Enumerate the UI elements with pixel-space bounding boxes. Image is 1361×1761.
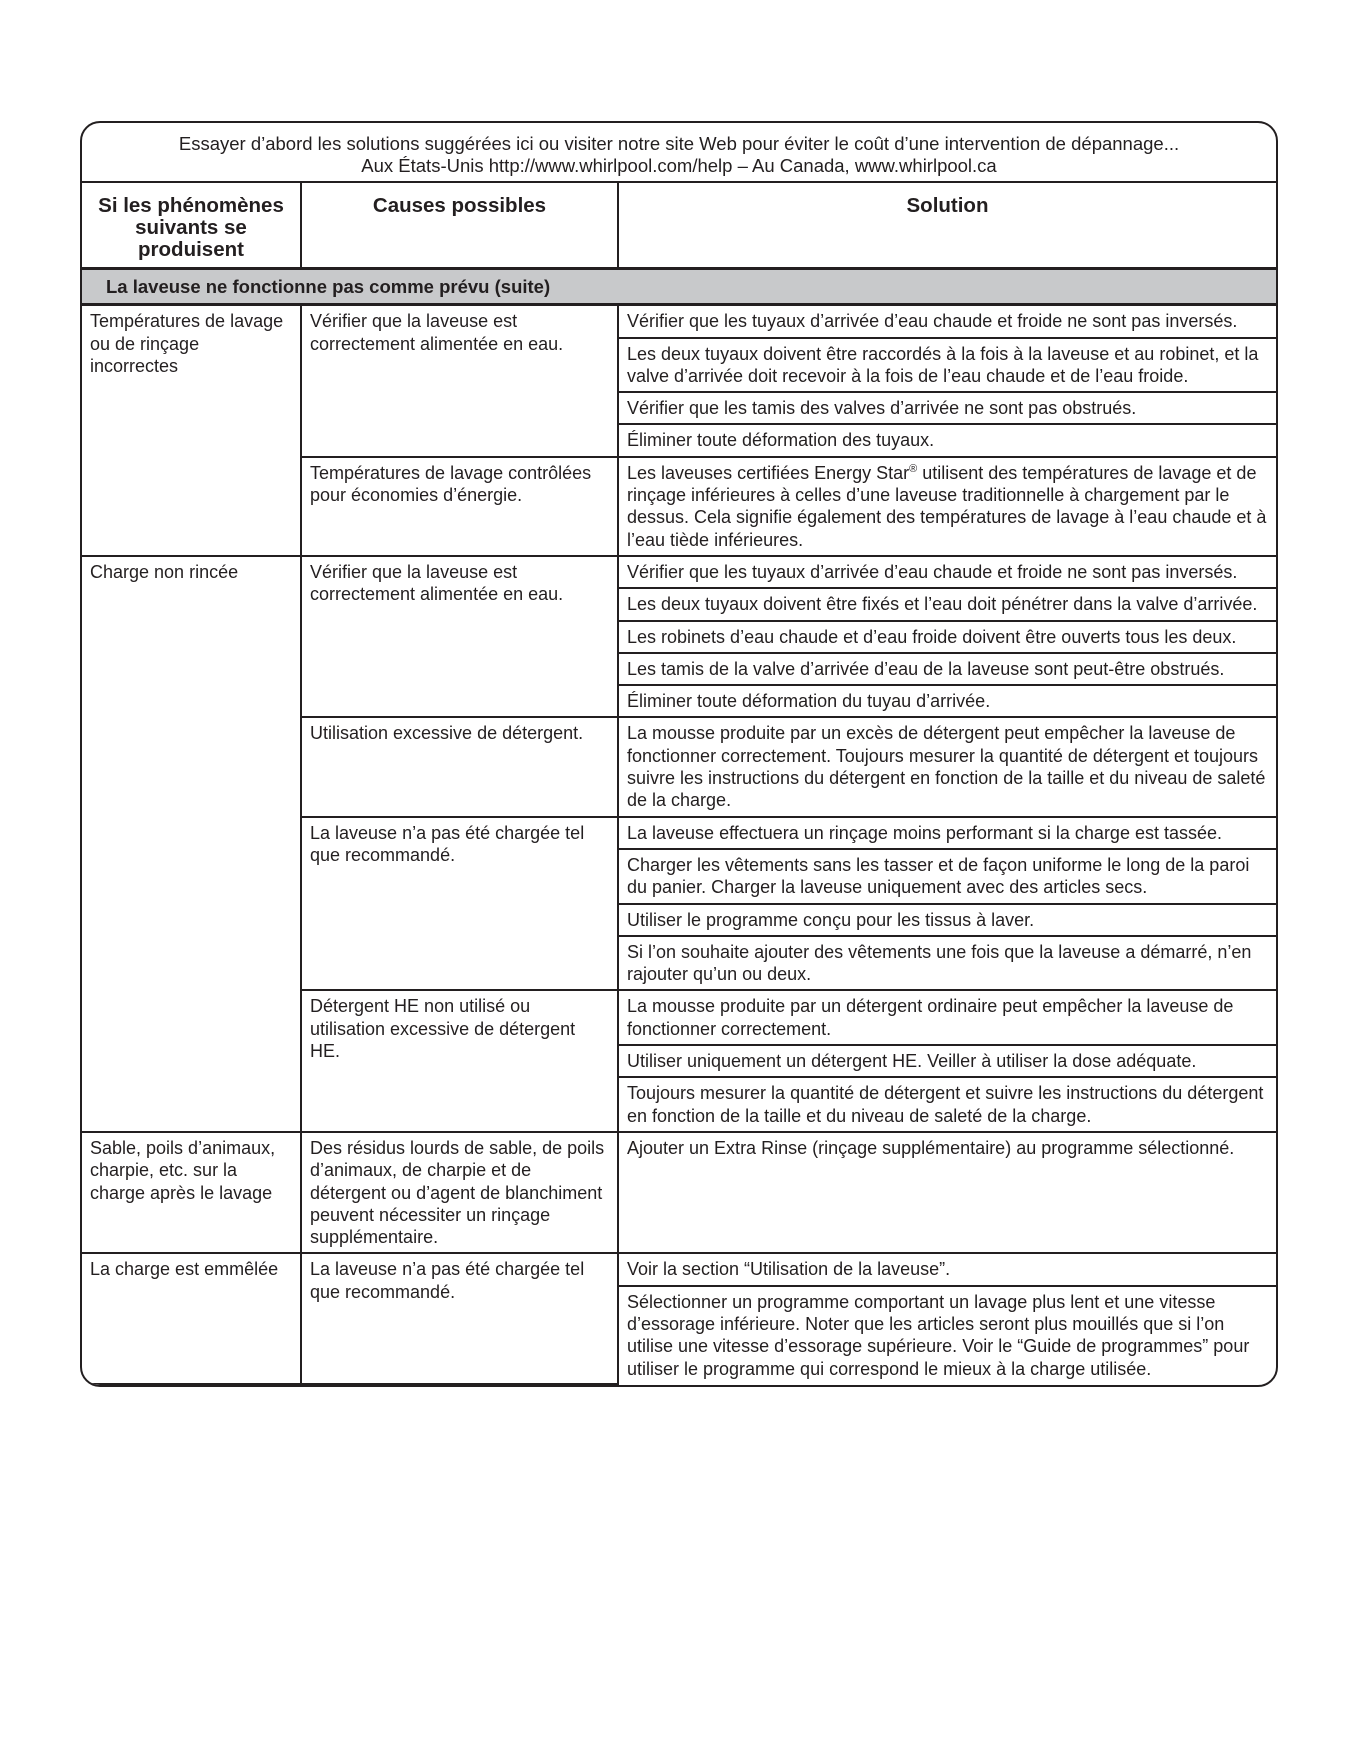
troubleshooting-document bbox=[80, 121, 1278, 1387]
header-symptom: Si les phénomènes suivants se produisent bbox=[82, 182, 301, 269]
cause-cell: Détergent HE non utilisé ou utilisation excessive de détergent HE. bbox=[301, 990, 618, 1131]
solution-cell: Vérifier que les tuyaux d’arrivée d’eau chaude et froide ne sont pas inversés. bbox=[618, 305, 1276, 338]
symptom-cell: Températures de lavage ou de rinçage incorrectes bbox=[82, 305, 301, 556]
cause-cell: Utilisation excessive de détergent. bbox=[301, 717, 618, 816]
solution-cell: La mousse produite par un détergent ordinaire peut empêcher la laveuse de fonctionner correctement. bbox=[618, 990, 1276, 1045]
cause-cell: Vérifier que la laveuse est correctement alimentée en eau. bbox=[301, 305, 618, 457]
cause-cell: Vérifier que la laveuse est correctement alimentée en eau. bbox=[301, 556, 618, 717]
table-row bbox=[82, 556, 1276, 588]
intro-line-1: Essayer d’abord les solutions suggérées ici ou visiter notre site Web pour éviter le coût d’une intervention de dépannage... bbox=[178, 133, 1180, 154]
solution-cell: Les tamis de la valve d’arrivée d’eau de la laveuse sont peut-être obstrués. bbox=[618, 653, 1276, 685]
solution-cell: Sélectionner un programme comportant un lavage plus lent et une vitesse d’essorage inférieure. Noter que les articles seront plus mouillés que si l’on utilise une vitesse d’essorage supérieure. Voir le “Guide de programmes” pour utiliser le programme qui correspond le mieux à la charge utilisée. bbox=[618, 1286, 1276, 1384]
solution-cell: La laveuse effectuera un rinçage moins performant si la charge est tassée. bbox=[618, 817, 1276, 849]
header-solution: Solution bbox=[618, 182, 1276, 269]
table-body bbox=[82, 269, 1276, 1384]
symptom-cell: La charge est emmêlée bbox=[82, 1253, 301, 1383]
table-row bbox=[82, 1253, 1276, 1285]
solution-cell: Éliminer toute déformation du tuyau d’arrivée. bbox=[618, 685, 1276, 717]
solution-cell: Les deux tuyaux doivent être raccordés à la fois à la laveuse et au robinet, et la valve d’arrivée doit recevoir à la fois de l’eau chaude et de l’eau froide. bbox=[618, 338, 1276, 393]
symptom-cell: Sable, poils d’animaux, charpie, etc. sur la charge après le lavage bbox=[82, 1132, 301, 1253]
troubleshooting-table bbox=[82, 181, 1276, 1385]
cause-cell: La laveuse n’a pas été chargée tel que recommandé. bbox=[301, 1253, 618, 1383]
cause-cell: La laveuse n’a pas été chargée tel que recommandé. bbox=[301, 817, 618, 991]
cause-cell: Températures de lavage contrôlées pour économies d’énergie. bbox=[301, 457, 618, 556]
solution-cell: Vérifier que les tuyaux d’arrivée d’eau chaude et froide ne sont pas inversés. bbox=[618, 556, 1276, 588]
solution-cell: Éliminer toute déformation des tuyaux. bbox=[618, 424, 1276, 456]
solution-cell: Si l’on souhaite ajouter des vêtements une fois que la laveuse a démarré, n’en rajouter qu’un ou deux. bbox=[618, 936, 1276, 991]
solution-cell: Voir la section “Utilisation de la laveuse”. bbox=[618, 1253, 1276, 1285]
section-title: La laveuse ne fonctionne pas comme prévu (suite) bbox=[82, 269, 1276, 305]
cause-cell: Des résidus lourds de sable, de poils d’animaux, de charpie et de détergent ou d’agent de blanchiment peuvent nécessiter un rinçage supplémentaire. bbox=[301, 1132, 618, 1253]
header-cause: Causes possibles bbox=[301, 182, 618, 269]
solution-cell: Toujours mesurer la quantité de détergent et suivre les instructions du détergent en fonction de la taille et du niveau de saleté de la charge. bbox=[618, 1077, 1276, 1132]
intro-box bbox=[82, 123, 1276, 181]
solution-cell: Utiliser le programme conçu pour les tissus à laver. bbox=[618, 904, 1276, 936]
solution-cell: Vérifier que les tamis des valves d’arrivée ne sont pas obstrués. bbox=[618, 392, 1276, 424]
solution-cell: La mousse produite par un excès de détergent peut empêcher la laveuse de fonctionner correctement. Toujours mesurer la quantité de détergent et toujours suivre les instructions du détergent en fonction de la taille et du niveau de saleté de la charge. bbox=[618, 717, 1276, 816]
solution-cell: Les deux tuyaux doivent être fixés et l’eau doit pénétrer dans la valve d’arrivée. bbox=[618, 588, 1276, 620]
troubleshooting-frame bbox=[80, 121, 1278, 1387]
intro-line-2: Aux États-Unis http://www.whirlpool.com/help – Au Canada, www.whirlpool.ca bbox=[361, 155, 997, 176]
solution-cell: Utiliser uniquement un détergent HE. Veiller à utiliser la dose adéquate. bbox=[618, 1045, 1276, 1077]
solution-cell: Charger les vêtements sans les tasser et de façon uniforme le long de la paroi du panier. Charger la laveuse uniquement avec des articles secs. bbox=[618, 849, 1276, 904]
table-row bbox=[82, 1132, 1276, 1253]
solution-cell: Ajouter un Extra Rinse (rinçage supplémentaire) au programme sélectionné. bbox=[618, 1132, 1276, 1253]
solution-cell: Les laveuses certifiées Energy Star® utilisent des températures de lavage et de rinçage inférieures à celles d’une laveuse traditionnelle à chargement par le dessus. Cela signifie également des températures de lavage à l’eau chaude et à l’eau tiède inférieures. bbox=[618, 457, 1276, 556]
symptom-cell: Charge non rincée bbox=[82, 556, 301, 1132]
table-row bbox=[82, 305, 1276, 338]
solution-cell: Les robinets d’eau chaude et d’eau froide doivent être ouverts tous les deux. bbox=[618, 621, 1276, 653]
